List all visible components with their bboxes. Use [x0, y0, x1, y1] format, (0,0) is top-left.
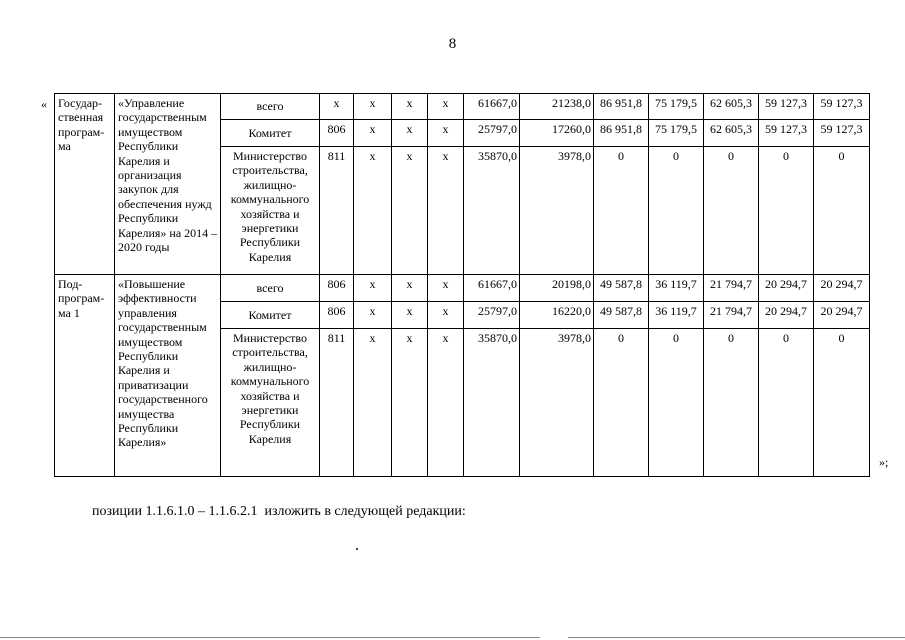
x-cell: x — [428, 329, 464, 477]
executor-cell: Министерство строительства, жилищно-коммунального хозяйства и энергетики Республики Карелия — [221, 147, 320, 275]
x-cell: x — [392, 147, 428, 275]
value-cell: 0 — [649, 147, 704, 275]
value-cell: 59 127,3 — [759, 120, 814, 147]
value-cell: 86 951,8 — [594, 94, 649, 120]
value-cell: 17260,0 — [520, 120, 594, 147]
value-cell: 59 127,3 — [814, 94, 870, 120]
x-cell: x — [392, 94, 428, 120]
value-cell: 35870,0 — [464, 147, 520, 275]
value-cell: 86 951,8 — [594, 120, 649, 147]
value-cell: 0 — [814, 329, 870, 477]
x-cell: x — [428, 275, 464, 302]
x-cell: x — [428, 302, 464, 329]
code-cell: 806 — [320, 275, 354, 302]
scan-edge-line — [568, 637, 905, 638]
value-cell: 36 119,7 — [649, 302, 704, 329]
value-cell: 0 — [594, 147, 649, 275]
program-level: Государ-ственная програм-ма — [55, 94, 115, 275]
subprogram-title: «Повышение эффективности управления государственным имуществом Республики Карелия и приватизации государственного имущества Республики Карелия» — [115, 275, 221, 477]
subprogram-level: Под-програм-ма 1 — [55, 275, 115, 477]
value-cell: 59 127,3 — [759, 94, 814, 120]
code-cell: 811 — [320, 329, 354, 477]
x-cell: x — [354, 302, 392, 329]
table-row — [55, 94, 870, 120]
x-cell: x — [354, 94, 392, 120]
value-cell: 0 — [704, 147, 759, 275]
opening-quote: « — [41, 97, 47, 111]
code-cell: 806 — [320, 302, 354, 329]
value-cell: 0 — [759, 329, 814, 477]
x-cell: x — [428, 120, 464, 147]
x-cell: x — [354, 329, 392, 477]
value-cell: 0 — [704, 329, 759, 477]
x-cell: x — [354, 275, 392, 302]
budget-table — [54, 93, 870, 477]
value-cell: 16220,0 — [520, 302, 594, 329]
value-cell: 61667,0 — [464, 94, 520, 120]
x-cell: x — [428, 147, 464, 275]
executor-cell: всего — [221, 94, 320, 120]
value-cell: 20 294,7 — [759, 275, 814, 302]
executor-cell: всего — [221, 275, 320, 302]
x-cell: x — [354, 120, 392, 147]
code-cell: 806 — [320, 120, 354, 147]
program-title: «Управление государственным имуществом Республики Карелия и организация закупок для обеспечения нужд Республики Карелия» на 2014 – 2020 годы — [115, 94, 221, 275]
value-cell: 20 294,7 — [759, 302, 814, 329]
executor-cell: Комитет — [221, 302, 320, 329]
value-cell: 62 605,3 — [704, 94, 759, 120]
table-row — [55, 275, 870, 302]
value-cell: 25797,0 — [464, 302, 520, 329]
executor-cell: Комитет — [221, 120, 320, 147]
value-cell: 75 179,5 — [649, 120, 704, 147]
value-cell: 49 587,8 — [594, 302, 649, 329]
executor-cell: Министерство строительства, жилищно-коммунального хозяйства и энергетики Республики Карелия — [221, 329, 320, 477]
value-cell: 3978,0 — [520, 329, 594, 477]
value-cell: 35870,0 — [464, 329, 520, 477]
scan-edge-line — [0, 637, 540, 638]
value-cell: 0 — [649, 329, 704, 477]
value-cell: 21 794,7 — [704, 275, 759, 302]
value-cell: 20198,0 — [520, 275, 594, 302]
value-cell: 36 119,7 — [649, 275, 704, 302]
x-cell: x — [392, 120, 428, 147]
instruction-text: позиции 1.1.6.1.0 – 1.1.6.2.1 изложить в следующей редакции: — [92, 504, 466, 519]
closing-quote: »; — [879, 455, 889, 469]
value-cell: 0 — [594, 329, 649, 477]
x-cell: x — [428, 94, 464, 120]
x-cell: x — [392, 329, 428, 477]
value-cell: 49 587,8 — [594, 275, 649, 302]
code-cell: 811 — [320, 147, 354, 275]
page-number: 8 — [448, 36, 457, 52]
value-cell: 25797,0 — [464, 120, 520, 147]
x-cell: x — [354, 147, 392, 275]
value-cell: 20 294,7 — [814, 275, 870, 302]
value-cell: 61667,0 — [464, 275, 520, 302]
x-cell: x — [392, 275, 428, 302]
value-cell: 0 — [814, 147, 870, 275]
code-cell: x — [320, 94, 354, 120]
value-cell: 59 127,3 — [814, 120, 870, 147]
value-cell: 62 605,3 — [704, 120, 759, 147]
value-cell: 0 — [759, 147, 814, 275]
value-cell: 21238,0 — [520, 94, 594, 120]
value-cell: 3978,0 — [520, 147, 594, 275]
value-cell: 75 179,5 — [649, 94, 704, 120]
value-cell: 21 794,7 — [704, 302, 759, 329]
x-cell: x — [392, 302, 428, 329]
value-cell: 20 294,7 — [814, 302, 870, 329]
scan-speck — [356, 548, 358, 550]
